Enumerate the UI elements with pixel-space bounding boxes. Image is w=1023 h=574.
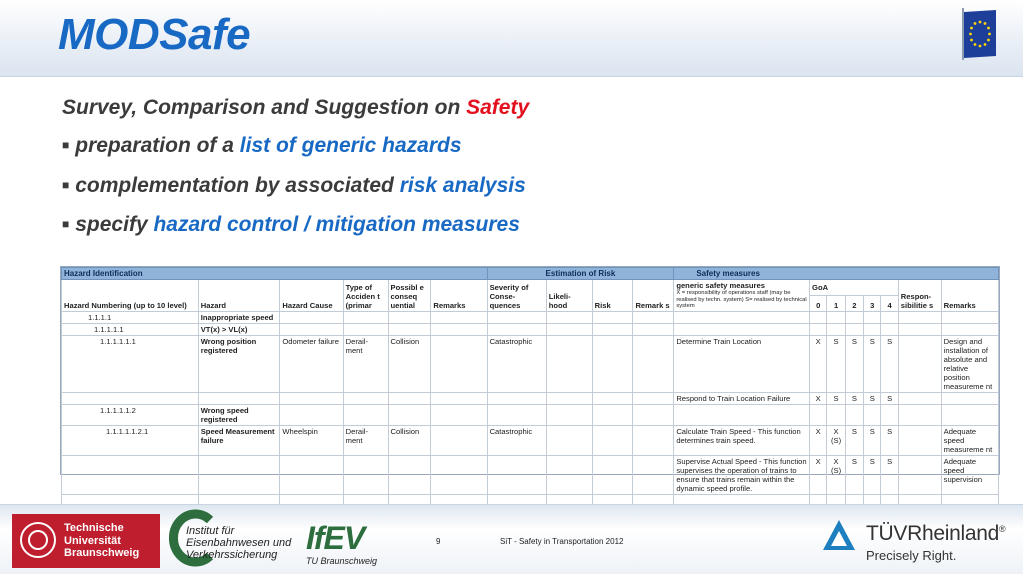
cell-goa: S <box>864 392 881 404</box>
col-possible-consequential: Possibl e conseq uential <box>388 280 431 312</box>
page-number: 9 <box>436 537 441 546</box>
bullet-text: complementation by associated <box>75 174 400 197</box>
cell-goa: S <box>864 335 881 392</box>
col-hazard-cause: Hazard Cause <box>280 280 343 312</box>
table-group-header <box>62 268 999 280</box>
table-row <box>62 311 999 323</box>
group-hazard-identification: Hazard Identification <box>62 268 488 280</box>
tu-logo-text: Technische Universität Braunschweig <box>64 522 140 559</box>
cell-goa: S <box>881 455 898 494</box>
cell-hazard: Inappropriate speed <box>198 311 280 323</box>
col-generic-measures <box>674 280 810 312</box>
cell-goa: X (S) <box>827 425 845 455</box>
bullet-mitigation <box>62 213 520 237</box>
table-row <box>62 404 999 425</box>
cell-remarks: Adequate speed measureme nt <box>941 425 998 455</box>
cell-hazard: VT(x) > VL(x) <box>198 323 280 335</box>
cell-cause: Wheelspin <box>280 425 343 455</box>
cell-goa: S <box>864 455 881 494</box>
cell-severity: Catastrophic <box>487 425 546 455</box>
cell-goa: X <box>810 425 827 455</box>
bullet-text: specify <box>75 213 154 236</box>
col-risk: Risk <box>592 280 633 312</box>
eu-flag-icon <box>962 8 998 60</box>
cell-hazard: Wrong speed registered <box>198 404 280 425</box>
hazard-table <box>61 267 999 515</box>
tuv-tagline: Precisely Right. <box>866 548 957 563</box>
cell-goa: S <box>845 455 863 494</box>
cell-goa: S <box>881 335 898 392</box>
bullet-highlight: hazard control / mitigation measures <box>153 213 520 236</box>
table-row <box>62 323 999 335</box>
cell-goa: S <box>845 425 863 455</box>
col-type-of-accident: Type of Acciden t (primar <box>343 280 388 312</box>
goa-level: 0 <box>810 295 827 311</box>
cell-goa: S <box>827 392 845 404</box>
cell-cause: Odometer failure <box>280 335 343 392</box>
col-severity: Severity of Conse- quences <box>487 280 546 312</box>
generic-measures-note: X = responsibility of operations staff (may be realised by techn. system) S= realised by technical system <box>676 290 807 309</box>
cell-goa: S <box>845 392 863 404</box>
tuv-triangle-icon <box>822 518 856 552</box>
cell-goa: S <box>827 335 845 392</box>
bullet-square-icon: ■ <box>62 138 70 152</box>
tuv-registered: ® <box>998 524 1006 534</box>
bullet-highlight: list of generic hazards <box>239 134 462 157</box>
cell-accident: Derail- ment <box>343 425 388 455</box>
tu-braunschweig-logo <box>12 514 160 568</box>
goa-level: 2 <box>845 295 863 311</box>
cell-hazard: Wrong position registered <box>198 335 280 392</box>
tuv-name <box>866 522 1005 546</box>
group-safety-measures: Safety measures <box>674 268 999 280</box>
cell-goa: X <box>810 392 827 404</box>
ifev-logo <box>166 510 378 570</box>
subtitle <box>62 96 529 120</box>
cell-severity: Catastrophic <box>487 335 546 392</box>
footer-event: SiT - Safety in Transportation 2012 <box>500 537 624 546</box>
bullet-square-icon: ■ <box>62 178 70 192</box>
ifev-institute: Institut für Eisenbahnwesen und Verkehrssicherung <box>186 525 292 561</box>
goa-level: 1 <box>827 295 845 311</box>
bullet-highlight: risk analysis <box>399 174 526 197</box>
group-estimation-of-risk: Estimation of Risk <box>487 268 674 280</box>
generic-measures-title: generic safety measures <box>676 281 765 290</box>
hazard-table-image <box>60 266 1000 493</box>
cell-measure: Respond to Train Location Failure <box>674 392 810 404</box>
col-measure-remarks: Remarks <box>941 280 998 312</box>
cell-goa: X <box>810 335 827 392</box>
cell-goa: X <box>810 455 827 494</box>
cell-measure: Calculate Train Speed - This function determines train speed. <box>674 425 810 455</box>
cell-accident: Derail- ment <box>343 335 388 392</box>
cell-number: 1.1.1.1.1.2 <box>62 404 199 425</box>
cell-goa: S <box>881 425 898 455</box>
cell-consequential: Collision <box>388 425 431 455</box>
cell-goa: X (S) <box>827 455 845 494</box>
tuv-rheinland-logo <box>822 516 1012 568</box>
table-row <box>62 392 999 404</box>
table-row <box>62 425 999 455</box>
cell-remarks: Adequate speed supervision <box>941 455 998 494</box>
cell-number: 1.1.1.1 <box>62 311 199 323</box>
table-row <box>62 455 999 494</box>
cell-measure: Determine Train Location <box>674 335 810 392</box>
col-likelihood: Likeli- hood <box>546 280 592 312</box>
col-risk-remarks: Remark s <box>633 280 674 312</box>
table-column-header <box>62 280 999 296</box>
cell-goa: S <box>864 425 881 455</box>
col-responsibilities: Respon- sibilitie s <box>898 280 941 312</box>
cell-consequential: Collision <box>388 335 431 392</box>
cell-remarks: Design and installation of absolute and relative position measureme nt <box>941 335 998 392</box>
cell-goa: S <box>845 335 863 392</box>
col-remarks: Remarks <box>431 280 487 312</box>
col-hazard-numbering: Hazard Numbering (up to 10 level) <box>62 280 199 312</box>
cell-number: 1.1.1.1.1.1 <box>62 335 199 392</box>
subtitle-prefix: Survey, Comparison and Suggestion on <box>62 96 467 119</box>
col-hazard: Hazard <box>198 280 280 312</box>
ifev-abbrev: IfEV <box>306 520 365 556</box>
bullet-risk-analysis <box>62 174 526 198</box>
goa-level: 4 <box>881 295 898 311</box>
cell-measure: Supervise Actual Speed - This function supervises the operation of trains to ensure that trains remain within the dynamic speed profile. <box>674 455 810 494</box>
col-goa: GoA <box>810 280 899 296</box>
cell-goa: S <box>881 392 898 404</box>
tuv-name-text: TÜVRheinland <box>866 522 999 545</box>
tu-seal-icon <box>20 522 56 558</box>
bullet-square-icon: ■ <box>62 217 70 231</box>
bullet-text: preparation of a <box>75 134 240 157</box>
ifev-tu: TU Braunschweig <box>306 556 378 566</box>
bullet-hazard-list <box>62 134 462 158</box>
goa-level: 3 <box>864 295 881 311</box>
slide-title: MODSafe <box>58 10 251 59</box>
cell-number: 1.1.1.1.1.2.1 <box>62 425 199 455</box>
table-row <box>62 335 999 392</box>
cell-number: 1.1.1.1.1 <box>62 323 199 335</box>
cell-hazard: Speed Measurement failure <box>198 425 280 455</box>
subtitle-highlight: Safety <box>466 96 530 119</box>
